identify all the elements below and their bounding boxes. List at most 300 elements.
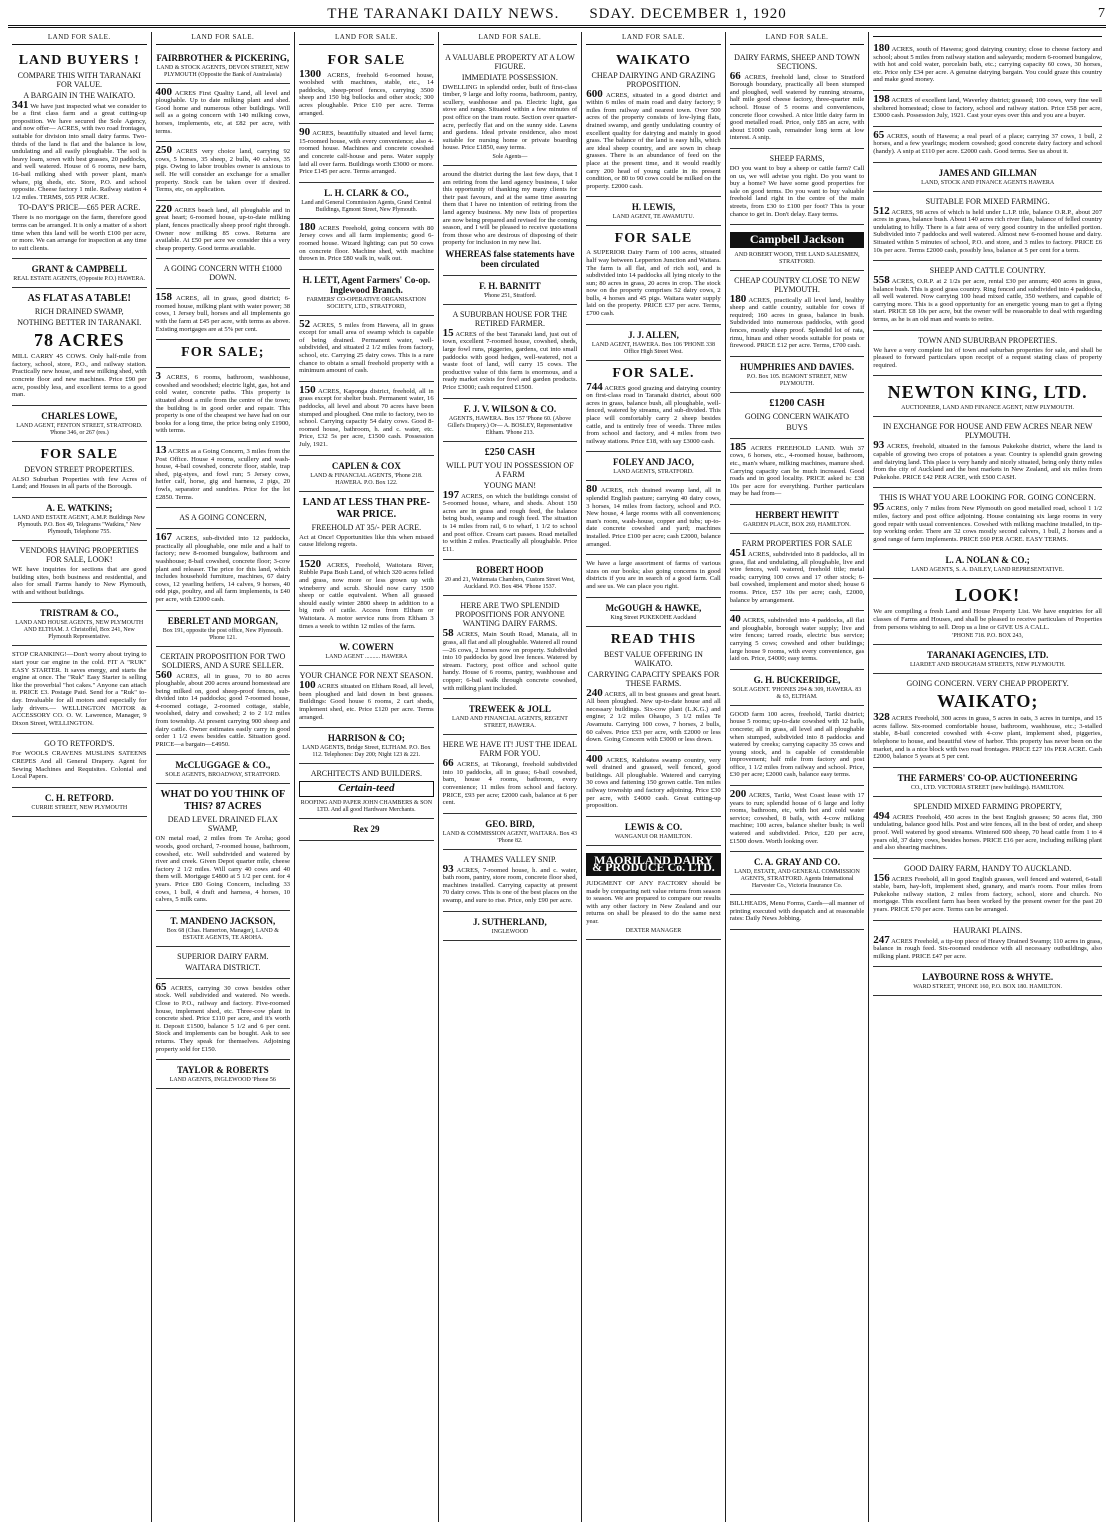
classified-ad [299, 219, 434, 270]
ad-body [442, 488, 578, 554]
ad-text: GOOD farm 100 acres, freehold, Tariki district; house 5 rooms; up-to-date cowshed with 12 bails, concrete; all in grass, all level and all ploughable when stumped, subdivided into 8 paddocks and watered by creeks; carrying capacity 35 cows and young stock, and is capable of considerable improvement; half mile from factory and post office, 1 1/2 miles from railway and school. Price, £30 per acre; £2000 cash, balance easy terms. [729, 710, 865, 779]
ad-h3: DEVON STREET PROPERTIES. [24, 464, 135, 474]
ad-text: ACRES FREEHOLD LAND. With 37 cows, 6 horses, etc., 4-roomed house, bathroom, etc., man's whare, milking machines, manure shed. Carrying capacity can be much increased. Good roads and in good locality. PRICE asked is: £38 10s per acre for everything. Further particulars may be had from— [729, 444, 865, 498]
classified-ad [156, 529, 291, 610]
classified-ad [586, 627, 721, 751]
ad-text: ACRES of the best Taranaki land, just out of town, excellent 7-roomed house, cowshed, sheds, large fowl runs, piggeries, gardens, cut into small paddocks with good hedges, well-watered, not a waste foot of land, will carry 15 cows. The productive value of this farm is enormous, and a ready market exists for fowl and garden products. Price £3000; cash required £1500. [442, 330, 578, 392]
classified-ad [873, 674, 1102, 768]
classified-ad [443, 735, 578, 814]
ad-body [155, 202, 291, 253]
ad-body [155, 980, 291, 1053]
ad-body [586, 560, 721, 590]
ad-sub: IMMEDIATE POSSESSION. [461, 72, 558, 82]
classified-ad [586, 751, 721, 817]
ad-h3: CERTAIN PROPOSITION FOR TWO SOLDIERS, AND A SURE SELLER. [160, 651, 286, 670]
ad-body [873, 42, 1103, 84]
ad-firm: GEO. BIRD, [485, 818, 535, 829]
classified-ad [156, 84, 291, 143]
classified-ad [730, 271, 865, 357]
masthead [8, 6, 1106, 28]
ad-body [730, 711, 865, 779]
classified-ad [873, 127, 1102, 163]
ad-h2: WHAT DO YOU THINK OF THIS? 87 ACRES [160, 789, 286, 813]
ad-firm: FAIRBROTHER & PICKERING, [156, 52, 290, 63]
ad-small: LAND AND FINANCIAL AGENTS, REGENT STREET, HAWERA. [451, 716, 568, 730]
acreage-number: 93 [442, 862, 454, 875]
ad-h3: GOING CONCERN. VERY CHEAP PROPERTY. [906, 679, 1069, 689]
classified-ad [873, 921, 1102, 968]
ad-firm: H. LETT, Agent Farmers' Co-op. Inglewood Branch. [302, 274, 431, 295]
ad-small: ROOFING AND PAPER JOHN CHAMBERS & SON LTD. And all good Hardware Merchants. [300, 799, 433, 813]
column-6 [726, 32, 870, 1522]
ad-body [155, 668, 291, 749]
newspaper-title: THE TARANAKI DAILY NEWS. [327, 6, 560, 22]
classified-ad [873, 376, 1102, 417]
ad-h1: FOR SALE [40, 446, 119, 462]
ad-text: A SUPERIOR Dairy Farm of 100 acres, situated half way between Lepperton Junction and Waitara. The farm is all flat, and of rich soil, and is subdivided into 14 paddocks all lying nicely to the sun; 80 acres in grass, 20 acres in crop. The stock now on the property comprises 52 dairy cows, 2 bulls, 4 horses and 45 pigs. Waitara water supply laid on the property. PRICE £37 per acre. Terms, £700 cash. [586, 249, 721, 318]
ad-h2: AS FLAT AS A TABLE! [27, 293, 131, 305]
ad-body [873, 274, 1103, 324]
classified-ad [156, 289, 291, 340]
acreage-number: 400 [155, 85, 173, 98]
acreage-number: 156 [873, 871, 890, 884]
classified-ad [299, 728, 434, 764]
acreage-number: 65 [155, 980, 167, 993]
classified-ad [443, 560, 578, 596]
classified-ad [12, 734, 147, 787]
ad-sub: BUYS [786, 422, 808, 432]
ad-body [873, 871, 1103, 914]
classified-ad [156, 48, 291, 84]
acreage-number: 400 [586, 752, 603, 765]
ad-big: WAIKATO; [936, 691, 1039, 712]
ad-body [12, 98, 147, 202]
classified-ad [873, 579, 1102, 645]
acreage-number: 93 [873, 439, 885, 452]
ad-h3: HAURAKI PLAINS. [953, 925, 1023, 935]
acreage-number: 167 [155, 531, 173, 544]
ad-firm: HUMPHRIES AND DAVIES. [739, 361, 855, 372]
ad-text: We have a very complete list of town and suburban properties for sale, and shall be pleased to forward particulars upon receipt of a request stating class of property required. [873, 346, 1103, 369]
ad-text: We are compiling a fresh Land and House Property List. We have enquiries for all classes of Farms and Houses, and shall be pleased to receive particulars of Properties from persons wishing to sell. Drop us a line or GIVE US A CALL. [873, 608, 1103, 631]
acreage-number: 250 [155, 144, 173, 157]
classified-ad [156, 611, 291, 647]
ad-body [299, 126, 434, 176]
ad-small: GARDEN PLACE, BOX 269, HAMILTON. [743, 522, 851, 528]
acreage-number: 66 [442, 757, 454, 770]
ad-small: 20 and 21, Waitemata Chambers, Custom Street West, Auckland. P.O. Box 484. 'Phone 1537. [445, 577, 575, 591]
ad-body [729, 440, 865, 498]
ad-h1: FOR SALE [327, 52, 406, 68]
ad-text: ACRES, 98 acres of which is held under L.I.P. title, balance O.R.P., about 207 acres in grass, balance bush. About 140 acres rich river flats, balance of felled country undulating to hilly. There is a fair area of very good country in the unfelled portion. Subdivided into 7 paddocks and well watered. Almost new 6-roomed house and dairy. Situated within 5 minutes of school, P.O. and store, and 3 miles to factory. PRICE £6 10s per acre. Terms £2000 cash, possibly less, balance at 5 per cent for a term. [873, 208, 1103, 254]
classified-ad [156, 340, 291, 368]
ad-h3: HERE ARE TWO SPLENDID PROPOSITIONS FOR ANYONE WANTING DAIRY FARMS. [455, 601, 565, 629]
ad-big: NEWTON KING, LTD. [887, 382, 1088, 403]
acreage-number: 150 [299, 383, 316, 396]
classified-ad [586, 226, 721, 324]
ad-text: ACRES Freehold, 450 acres in the best English grasses; 50 acres flat, 390 undulating, balance good hills. Post and wire fences, all in the best of order, and sheep proof. Well watered by good streams. Wintered 600 sheep, 70 head cattle from 1 to 4 years old, 37 dairy cows, besides horses. PRICE £16 per acre, including milking plant and also shearing machines. [873, 813, 1103, 852]
ad-body [873, 204, 1103, 255]
ad-body [442, 862, 578, 905]
classified-ad [12, 498, 147, 541]
issue-date: SDAY. DECEMBER 1, 1920 [589, 6, 787, 22]
ad-firm: McGOUGH & HAWKE, [605, 602, 702, 613]
classified-ad [156, 784, 291, 910]
ad-body [586, 752, 721, 810]
ad-text: ACRES very choice land, carrying 92 cows, 5 horses, 35 sheep, 2 bulls, 40 calves, 35 pigs. Owing to labor troubles owner is anxious to sell. He will consider an exchange for a smaller property. Stock can be taken over if desired. Terms, etc, on application. [155, 148, 291, 194]
classified-ad [586, 197, 721, 226]
acreage-number: 451 [729, 547, 747, 559]
classified-ad [730, 534, 865, 611]
ad-text: ACRES, freehold, situated in the famous Pukekohe district, where the land is capable of growing two crops of potatoes a year. Country is splendid grain growing and dairying land. This place is very handy and nicely situated, being only thirty miles from the city of Auckland and the best markets in New Zealand, and six miles from Pukekohe. PRICE £42 PER ACRE, with £500 CASH. [873, 443, 1103, 481]
ad-firm: W. COWERN [339, 642, 394, 653]
ad-small: LAND AGENT, TE AWAMUTU. [612, 214, 695, 221]
ad-h3: FARM PROPERTIES FOR SALE [741, 539, 853, 548]
ad-firm: FOLEY AND JACO, [613, 457, 694, 468]
ad-small: LAND AGENTS, STRATFORD. [613, 469, 694, 476]
ad-text: ACRES, Main South Road, Manaia, all in grass, all flat and all ploughable. Watered all round—26 cows, 2 horses now on property. Subdivided into 10 paddocks by good live fences. Watered by stream. Factory, post office and school quite handy. House of 6 rooms, pantry, washhouse and copper; 6-bail walk through concrete cowshed, with milking plant included. [442, 631, 578, 692]
ad-body [442, 326, 578, 392]
ad-text: ACRES, situated in a good district and within 6 miles of main road and dairy factory; 9 miles from railway and nearest town. Over 500 acres of the property consists of low-lying flats, drained swamp, and gently undulating country of excellent quality for dairying and mainly in good grass. The balance of the land is easy hills, which are ideal sheep country, and are sown in cheap grasses. There is an abundance of feed on the place at the present time, and it would readily carry 200 head of young cattle in its present condition, or 80 to 90 cows could be milked on the property. £2000 cash. [586, 91, 721, 190]
classified-ad [586, 481, 721, 555]
ad-firm: A. E. WATKINS; [46, 503, 113, 514]
classified-ad [156, 201, 291, 260]
ad-text: ACRES First Quality Land, all level and ploughable. Up to date milking plant and shed. Good home and numerous other buildings. Will sell as a going concern with 140 milking cows, horses, implements, etc, at £82 per acre, with terms. [155, 89, 291, 135]
classified-ad [12, 48, 147, 260]
ad-h3: VENDORS HAVING PROPERTIES FOR SALE, LOOK! [19, 546, 139, 565]
classified-ad [156, 442, 291, 508]
ad-body [586, 380, 721, 446]
ad-small: LAND & COMMISSION AGENT, WAITARA. Box 43 'Phone 82. [442, 830, 578, 844]
acreage-number: 65 [873, 128, 885, 141]
ad-text: ACRES, subdivided into 4 paddocks, all flat and ploughable, borough water supply; live and wire fences; tarred roads, electric bus service; carrying 5 cows; cowshed and other buildings; large house 9 rooms, with every convenience, gas laid on. Price, £4000; easy terms. [729, 617, 865, 663]
ad-small: AUCTIONEER, LAND AND FINANCE AGENT, NEW PLYMOUTH. [901, 405, 1075, 412]
ad-h3: CHEAP DAIRYING AND GRAZING PROPOSITION. [591, 70, 716, 89]
ad-h3: THIS IS WHAT YOU ARE LOOKING FOR. GOING CONCERN. [879, 493, 1096, 503]
ad-small: Box 68 (Chas. Hamerton, Manager), LAND & ESTATE AGENTS, TE AROHA. [166, 927, 279, 941]
classified-ad [443, 442, 578, 561]
ad-h3: A SUBURBAN HOUSE FOR THE RETIRED FARMER. [452, 309, 568, 328]
ad-h3: A GOING CONCERN WITH £1000 DOWN. [163, 264, 282, 283]
ad-text: ACRES, Kaponga district, freehold, all in grass except for shelter bush. Permanent water, 16 paddocks, all level and about 70 acres have been stumped and ploughed. One mile to factory, two to school. Carrying capacity 54 dairy cows. Good 8-roomed house, bathroom, h. and c. water, etc. Price, £32 5s per acre, £1500 cash. Possession July, 1921. [299, 387, 434, 448]
ad-body [873, 128, 1103, 156]
classified-ad [586, 361, 721, 453]
ad-small: REAL ESTATE AGENTS, (Opposite P.O.) HAWERA. [13, 276, 146, 283]
classified-ad [730, 895, 865, 930]
ad-h3: SUITABLE FOR MIXED FARMING. [925, 196, 1050, 206]
ad-h3: IN EXCHANGE FOR HOUSE AND FEW ACRES NEAR NEW PLYMOUTH. [882, 422, 1093, 441]
classified-ad [299, 556, 434, 637]
acreage-number: 328 [873, 711, 890, 724]
ad-firm: LAYBOURNE ROSS & WHYTE. [922, 972, 1054, 983]
ad-body [12, 651, 147, 727]
classified-ad [156, 1060, 291, 1089]
ad-text: ACRES, 7-roomed house, h. and c. water, bath room, pantry, store room, concrete floor shed, machines installed. Carrying capacity at present 70 dairy cows. This is one of the best places on the swamp, and sure to rise. Price, only £90 per acre. [442, 866, 578, 905]
acreage-number: 15 [442, 326, 454, 339]
ad-body3: There is no mortgage on the farm, therefore good terms can be arranged. It is only a matter of a short time when this land will be worth £100 per acre, or more. We can arrange for inspection at any time to suit clients. [12, 214, 147, 252]
classified-ad [730, 357, 865, 393]
classified-ad [299, 666, 434, 728]
classified-ad [299, 456, 434, 492]
classified-ad [730, 225, 865, 271]
classified-ad [873, 192, 1102, 262]
ad-text: DO you want to buy a sheep or cattle farm? Call on us, we will advise you right. Do you want to buy a home? We have some good properties for sale on good terms. Do you want to buy valuable freehold land right in the centre of the main streets, from £30 to £100 per foot? This is your chance to get in. Don't delay. Easy terms. [729, 164, 865, 218]
ad-body [586, 686, 721, 744]
classified-ad [299, 183, 434, 219]
ad-body [873, 501, 1103, 543]
ad-text: ACRES, rich drained swamp land, all in splendid English pasture; carrying 40 dairy cows, 3 horses, 14 miles from factory, school and P.O. New house, 4 large rooms with all conveniences; man's room, wash-house, copper and tubs; up-to-date concrete cowshed and yard; machines installed. Price £100 per acre; cash £2000, balance arranged. [586, 487, 721, 548]
classified-ad [443, 276, 578, 305]
ad-firm: CHARLES LOWE, [41, 410, 118, 421]
ad-h1: WAIKATO [615, 52, 691, 68]
ad-text: ACRES, Tariki, West Coast lease with 17 years to run; splendid house of 6 large and lofty rooms, bathroom, etc, with hot and cold water service; cowshed, 8 bails, with 4-cow milking machine; 100 acres, balance shelter bush; is well watered and subdivided. Price, £20 per acre, £1500 down. Worth looking over. [729, 792, 865, 845]
ad-h1: FOR SALE [614, 231, 693, 247]
ad-text: ACRES good grazing and dairying country on first-class road in Taranaki district, about 600 acres in grass, balance bush, all ploughable, well-fenced, watered by streams, and sub-divided. This place will comfortably carry 2 sheep besides cattle, and is entirely free of weeds. Three miles from school and factory, and 4 miles from two railway stations. Price £18, with say £3000 cash. [586, 384, 721, 445]
acreage-number: 80 [586, 483, 598, 496]
ad-h3: CHEAP COUNTRY CLOSE TO NEW PLYMOUTH. [734, 275, 860, 294]
ad-firm: L. A. NOLAN & CO.; [945, 555, 1030, 566]
classified-ad [12, 406, 147, 442]
ad-text: ACRES, all in grass, 70 to 80 acres ploughable, about 200 acres around homestead are being milked on, good sheep-proof fences, sub-divided into 14 paddocks; good 7-roomed house, 4-roomed cottage, 2-roomed cottage, stable, woolshed, dairy and cowshed; 2 to 2 1/2 miles from township. At present carrying 900 sheep and dairy cattle. Owner estimates easily carry in good order 1 1/2 ewes besides cattle. Situation good. PRICE—a bargain—£4950. [155, 672, 291, 748]
ad-text: ACRES, subdivided into 8 paddocks, all in grass, flat and undulating, all ploughable, live and wire fences, well watered, freehold title; metal roads; carrying 100 cows and 17 other stock; 6-bail cowshed, implement and motor shed; house 6 rooms. Price, £57 10s per acre; cash, £2000, balance by arrangement. [729, 551, 865, 604]
classified-ad [12, 603, 147, 646]
ad-text: ACRES Freehold, going concern with 80 Jersey cows and all farm implements; good 6-roomed house. Wizard lighting; can put 50 cows on concrete floor. Machine shed, with machine thrown in. Price £80 walk in, walk out. [299, 224, 434, 263]
ad-firm: G. H. BUCKERIDGE, [753, 674, 841, 685]
acreage-number: 52 [299, 317, 311, 330]
classified-ad [12, 646, 147, 734]
ad-h3: HERE WE HAVE IT! JUST THE IDEAL FARM FOR YOU. [442, 740, 577, 759]
ad-body [729, 69, 865, 142]
ad-body [442, 757, 578, 807]
ad-body [730, 165, 865, 218]
ad-body [299, 534, 434, 549]
classified-ad [156, 368, 291, 442]
ad-body [729, 788, 865, 845]
ad-small: LAND AGENT, HAWERA. Box 106 'PHONE 338 Office High Street West. [591, 341, 716, 355]
classified-ad [586, 817, 721, 846]
ad-text: ACRES, at Tikorangi, freehold subdivided into 10 paddocks, all in grass; 6-bail cowshed, barn, house 4 rooms, bathroom, every convenience; 11 miles from school and factory. PRICE, £93 per acre; £2000 cash, balance at 6 per cent. [442, 761, 578, 807]
acreage-number: 198 [873, 92, 890, 105]
ad-firm: WHEREAS false statements have been circulated [445, 248, 575, 269]
ad-text: ACRES, freehold 6-roomed house, woolshed with machines, stable, etc., 14 paddocks, sheep-proof fences, carrying 3500 sheep and 150 big bullocks and other stock; 300 acres ploughable. Price £10 per acre. Terms arranged. [299, 71, 434, 117]
ad-text: ACRES, sub-divided into 12 paddocks, practically all ploughable, one mile and a half to factory; new 8-roomed bungalow, bathroom and washhouse; 8-bail cowshed, concrete floor; 3-cow plant and releaser. The price for this land, which includes household furniture, machines, 67 dairy cows, 12 yearling heifers, 14 calves, 9 horses, 40 odd pigs, poultry, and all farm implements, is £40 per acre, with £2000 cash. [155, 535, 291, 603]
acreage-number: 220 [155, 202, 173, 215]
ad-firm: THE FARMERS' CO-OP. AUCTIONEERING [897, 772, 1078, 783]
ad-h1: FOR SALE; [181, 345, 265, 361]
column-heading: LAND FOR SALE. [443, 32, 578, 45]
classified-ad [443, 912, 578, 941]
ad-small: LAND AGENTS, Bridge Street, ELTHAM. P.O. Box 112. Telephones: Day 200; Night 123 & 221. [302, 745, 431, 759]
acreage-number: 240 [586, 686, 603, 699]
ad-small: LAND, STOCK AND FINANCE AGENTS HAWERA [921, 179, 1055, 186]
classified-ad [730, 611, 865, 670]
ad-small: P.O. Box 105. EGMONT STREET, NEW PLYMOUTH. [746, 373, 848, 387]
ad-body [299, 557, 434, 630]
ad-small: DEXTER MANAGER [625, 927, 682, 934]
ad-price: TO-DAY'S PRICE—£65 PER ACRE. [18, 203, 141, 213]
ad-body [729, 613, 865, 663]
ad-text: ACRES Freehold, a tip-top piece of Heavy Drained Swamp; 110 acres in grass, balance in rough feed. Six-roomed residence with all necessary outbuildings, also milking plant. PRICE £47 per acre. [873, 937, 1103, 960]
ad-text: We have just inspected what we consider to be a first class farm and a great cutting-up proposition. We have secured the Sole Agency, and now offer— [12, 102, 147, 133]
ad-blackbox: MAORILAND DAIRY & PRODUCE Co. LTD. [586, 853, 721, 876]
classified-ad [443, 305, 578, 399]
ad-text: ACRES, all in grass, good district; 6-roomed house, milking plant with water power; 38 cows, 1 Jersey bull, horses and all implements go with the farm at £45 per acre, with terms as above. Existing mortgages are at 5% per cent. [155, 295, 291, 333]
classified-ad [299, 124, 434, 183]
classified-ad [873, 645, 1102, 674]
ad-body [443, 84, 578, 152]
ad-small: LAND AGENT, FENTON STREET, STRATFORD. 'Phone 346, or 267 (res.) [16, 422, 143, 436]
acreage-number: 66 [729, 69, 741, 82]
classified-ad [873, 488, 1102, 550]
ad-body [299, 67, 434, 118]
ad-firm: C. A. GRAY AND CO. [753, 857, 841, 868]
classified-ad [873, 417, 1102, 488]
ad-firm: F. H. BARNITT [479, 280, 541, 291]
ad-body [299, 679, 434, 721]
ad-text: ACRES of excellent land, Waverley district; grassed; 100 cows, very fine well sheltered homestead; close to factory, school and railway station. Price £58 per acre, £3000 cash. Possession July, 1921. Cast your eyes over this and you are a buyer. [873, 96, 1103, 120]
classified-ad [730, 706, 865, 786]
ad-h3: DEAD LEVEL DRAINED FLAX SWAMP, [167, 815, 278, 834]
ad-body [299, 317, 434, 375]
ad-h3: GO TO RETFORD'S. [44, 739, 115, 749]
ad-firm: TARANAKI AGENCIES, LTD. [926, 650, 1049, 661]
classified-ad [299, 270, 434, 316]
classified-ad [156, 979, 291, 1060]
ad-h3: RICH DRAINED SWAMP, [34, 307, 124, 317]
classified-ad [586, 846, 721, 940]
ad-small: SOLE AGENTS, BROADWAY, STRATFORD. [165, 772, 281, 779]
acreage-number: 180 [873, 42, 890, 54]
ad-small: LAND AGENT .......... HAWERA [325, 654, 408, 661]
ad-firm: GRANT & CAMPBELL [31, 264, 127, 275]
classified-ad [12, 288, 147, 406]
ad-h3: SHEEP AND CATTLE COUNTRY. [929, 266, 1046, 276]
ad-h3: SUPERIOR DAIRY FARM. [177, 951, 269, 961]
ad-firm: T. MANDENO JACKSON, [170, 915, 276, 926]
ad-small: LAND AGENTS, INGLEWOOD 'Phone 56 [169, 1077, 276, 1084]
acreage-number: 558 [873, 274, 890, 287]
ad-firm: EBERLET AND MORGAN, [167, 615, 278, 626]
ad-firm: C. H. RETFORD. [44, 792, 114, 803]
ad-text: ACRES situated on Eltham Road, all level, been ploughed and laid down in best grasses. Buildings: Good house 6 rooms, 2 cart sheds, implement shed, etc. Price £120 per acre. Terms arranged. [299, 683, 434, 721]
ad-text: ACRES Freehold, all in good English grasses, well fenced and watered, 6-stall stable, barn, hay-loft, implement shed, granary, and man's room. Four miles from Pukekohe railway station, 2 miles from factory, school, store and church. No mortgage. This excellent farm has been worked by the present owner for the past 20 years. PRICE £70 per acre. Terms can be arranged. [873, 875, 1103, 914]
ad-small: Box 191, opposite the post office, New Plymouth. 'Phone 121. [162, 627, 283, 641]
ad-body [155, 370, 291, 435]
ad-text: ACRES, on which the buildings consist of 5-roomed house, whare, and sheds. About 150 acres are in grass and rough feed, the balance being bush, swamp and rough feed. The situation is 14 miles from rail, 6 to wharf, 1 1/2 to school and post office. Cream cart passes. Road metalled to within 2 miles. Practically all ploughable. Price £11. [442, 492, 578, 553]
acreage-number: 197 [442, 488, 460, 501]
ad-text-continued: ACRES, with two road frontages, suitable for division into small dairy farms. Two-thirds of the land is flat and the balance is low, undulating and all easily ploughable. The soil is heavy loam, sown with best grasses, 20 paddocks, and well watered. House of 6 rooms, new barn, 16-bail milking shed with power plant, man's whare, pig sheds, etc. Store, P.O. and school opposite. Cheese factory 1 mile. Railway station 4 1/2 miles. TERMS, £65 PER ACRE. [12, 125, 147, 201]
ad-firm: McCLUGGAGE & CO., [175, 760, 271, 771]
ad-small: INGLEWOOD [491, 928, 529, 935]
ad-body [12, 566, 147, 596]
ad-small: 'Phone 251, Stratford. [483, 292, 537, 299]
ad-body [155, 531, 291, 603]
ad-body [155, 291, 291, 333]
classified-ad [299, 48, 434, 125]
ad-firm: LEWIS & CO. [624, 821, 683, 832]
column-heading: LAND FOR SALE. [586, 32, 721, 45]
classified-ad [586, 48, 721, 198]
ad-body [586, 880, 721, 926]
classified-ad [873, 40, 1102, 91]
ad-small: LAND & STOCK AGENTS, DEVON STREET, NEW PLYMOUTH (Opposite the Bank of Australasia) [156, 64, 290, 78]
ad-sub: NOTHING BETTER IN TARANAKI. [17, 318, 142, 328]
classified-ad [730, 505, 865, 534]
classified-ad [873, 967, 1102, 996]
acreage-number: 341 [12, 98, 29, 111]
acreage-number: 744 [586, 380, 603, 393]
ad-logo: Certain-teed [299, 781, 434, 797]
column-7 [869, 32, 1106, 1522]
acreage-number: 58 [442, 627, 454, 640]
ad-text: STOP CRANKING!—Don't worry about trying to start your car engine in the cold. FIT A "RUK" EASY STARTER. It saves energy, and starts the engine at once. The "Ruk" Easy Starter is selling like the proverbial "hot cakes." Anyone can attach it. PRICE £3. Postage Paid. Send for a "Ruk" to-day. Invaluable for all motors and especially for lady drivers.— WELLINGTON MOTOR & ACCESSORY CO. O. W. Lawrence, Manager, 9 Dixon Street, WELLINGTON. [12, 651, 147, 727]
ad-text: ACRES, freehold land, close to Stratford Borough boundary, practically all been stumped and ploughed, well watered by running streams, half mile good cheese factory, three-quarter mile school. House of 5 rooms and conveniences, concrete floor cowshed. A nice little dairy farm in good metalled road. Price, only £85 an acre, with about £1000 cash, remainder long term at low interest. A snip. [729, 73, 865, 142]
classified-ad [443, 166, 578, 276]
ad-text: JUDGMENT OF ANY FACTORY should be made by comparing nett value returns from season to season. We are prepared to compare our results with any other factory in New Zealand and our returns on shall be pleased to do the same next year. [586, 880, 721, 925]
acreage-number: 1520 [299, 557, 322, 570]
ad-body [729, 292, 865, 350]
acreage-number: 158 [155, 291, 173, 304]
acreage-number: 200 [729, 788, 747, 801]
ad-firm: ROBERT HOOD [476, 565, 544, 576]
classified-ad [299, 492, 434, 556]
classified-ad [299, 316, 434, 382]
classified-ad [730, 439, 865, 505]
acreage-number: 512 [873, 204, 890, 217]
ad-small: CO., LTD. VICTORIA STREET (new buildings). HAMILTON. [910, 784, 1065, 791]
ad-text: ACRES, practically all level land, healthy sheep and cattle country, suitable for cows if required; 160 acres in grass, balance in bush. Subdivided into numerous paddocks, with good fences, mostly sheep proof. Splendid lot of rata, rimu, hinau and other woods suitable for posts or firewood. PRICE £12 per acre. Terms, £700 cash. [729, 296, 865, 350]
classified-ad [873, 550, 1102, 579]
column-4 [439, 32, 583, 1522]
classified-ad [873, 163, 1102, 192]
ad-firm: F. J. V. WILSON & CO. [463, 403, 557, 414]
ad-h3: COMPARE THIS WITH TARANAKI FOR VALUE. [17, 70, 141, 89]
ad-sub: A BARGAIN IN THE WAIKATO. [23, 90, 136, 100]
ad-firm: H. LEWIS, [631, 202, 676, 213]
acreage-number: 90 [299, 126, 311, 139]
ad-h3: WILL PUT YOU IN POSSESSION OF A FARM [446, 460, 574, 479]
ad-sub: CARRYING CAPACITY SPEAKS FOR THESE FARMS. [587, 669, 720, 688]
ad-h1: LAND BUYERS ! [18, 52, 140, 68]
ad-body [730, 900, 865, 923]
ad-text: ACRES, 6 rooms, bathroom, washhouse, cowshed and woodshed; electric light, gas, hot and cold water, concrete paths. This property is situated about a mile from the centre of the town; the building is in good order and repair. This property is one of the cheapest we have had on our books for a long time, the price being only £1900, with terms. [155, 374, 291, 435]
ad-body [586, 87, 721, 191]
ad-small: Sole Agents— [492, 153, 528, 160]
ad-h3: FREEHOLD AT 35/- PER ACRE. [311, 522, 422, 532]
ad-firm: HARRISON & CO; [327, 733, 405, 744]
classified-ad [299, 382, 434, 456]
classified-ad [730, 852, 865, 895]
ad-text: ON metal road, 2 miles from Te Aroha; good woods, good orchard, 7-roomed house, bathroom, cowshed, etc. Well subdivided and watered by river and creek. Given Depot quarter mile, cheese factory 2 1/2 miles. Will carry 40 cows and 40 them will. Mortgage £4800 at 5 1/2 per cent. for 4 years. Price £80 Going Concern, including 33 cows, 1 bull, 4 draft and harness, 4 horses, 10 calves, 5 milk cans. [155, 835, 291, 904]
ad-text: Act at Once! Opportunities like this when missed cause lifelong regrets. [299, 533, 434, 549]
ad-body [155, 444, 291, 501]
classified-ad [443, 814, 578, 850]
ad-h3: SPLENDID MIXED FARMING PROPERTY, [913, 801, 1062, 811]
ad-h2: £1200 CASH [769, 397, 825, 409]
ad-big: LOOK! [955, 585, 1021, 606]
ad-text: ACRES, all in best grasses and great heart. All been ploughed. New up-to-date house and all necessary buildings. Six-cow plant (L.K.G.) and engine; 2 1/2 miles Ohaupo, 3 1/2 miles Te Awamutu. Carrying 100 cows, 7 horses, 2 bulls, 60 calves. Price £53 per acre, with £2000 or less down. Going Concern with £3000 or less down. [586, 690, 721, 744]
classified-ad [730, 670, 865, 706]
ad-body [12, 353, 147, 399]
ad-h2: £250 CASH [484, 446, 536, 458]
classified-ad [156, 911, 291, 947]
ad-body [155, 144, 291, 194]
ad-body [873, 809, 1103, 852]
ad-body [873, 439, 1103, 481]
ad-firm: JAMES AND GILLMAN [938, 167, 1037, 178]
columns [8, 32, 1106, 1522]
ad-small: LIARDET AND BROUGHAM STREETS, NEW PLYMOUTH. [909, 662, 1066, 669]
